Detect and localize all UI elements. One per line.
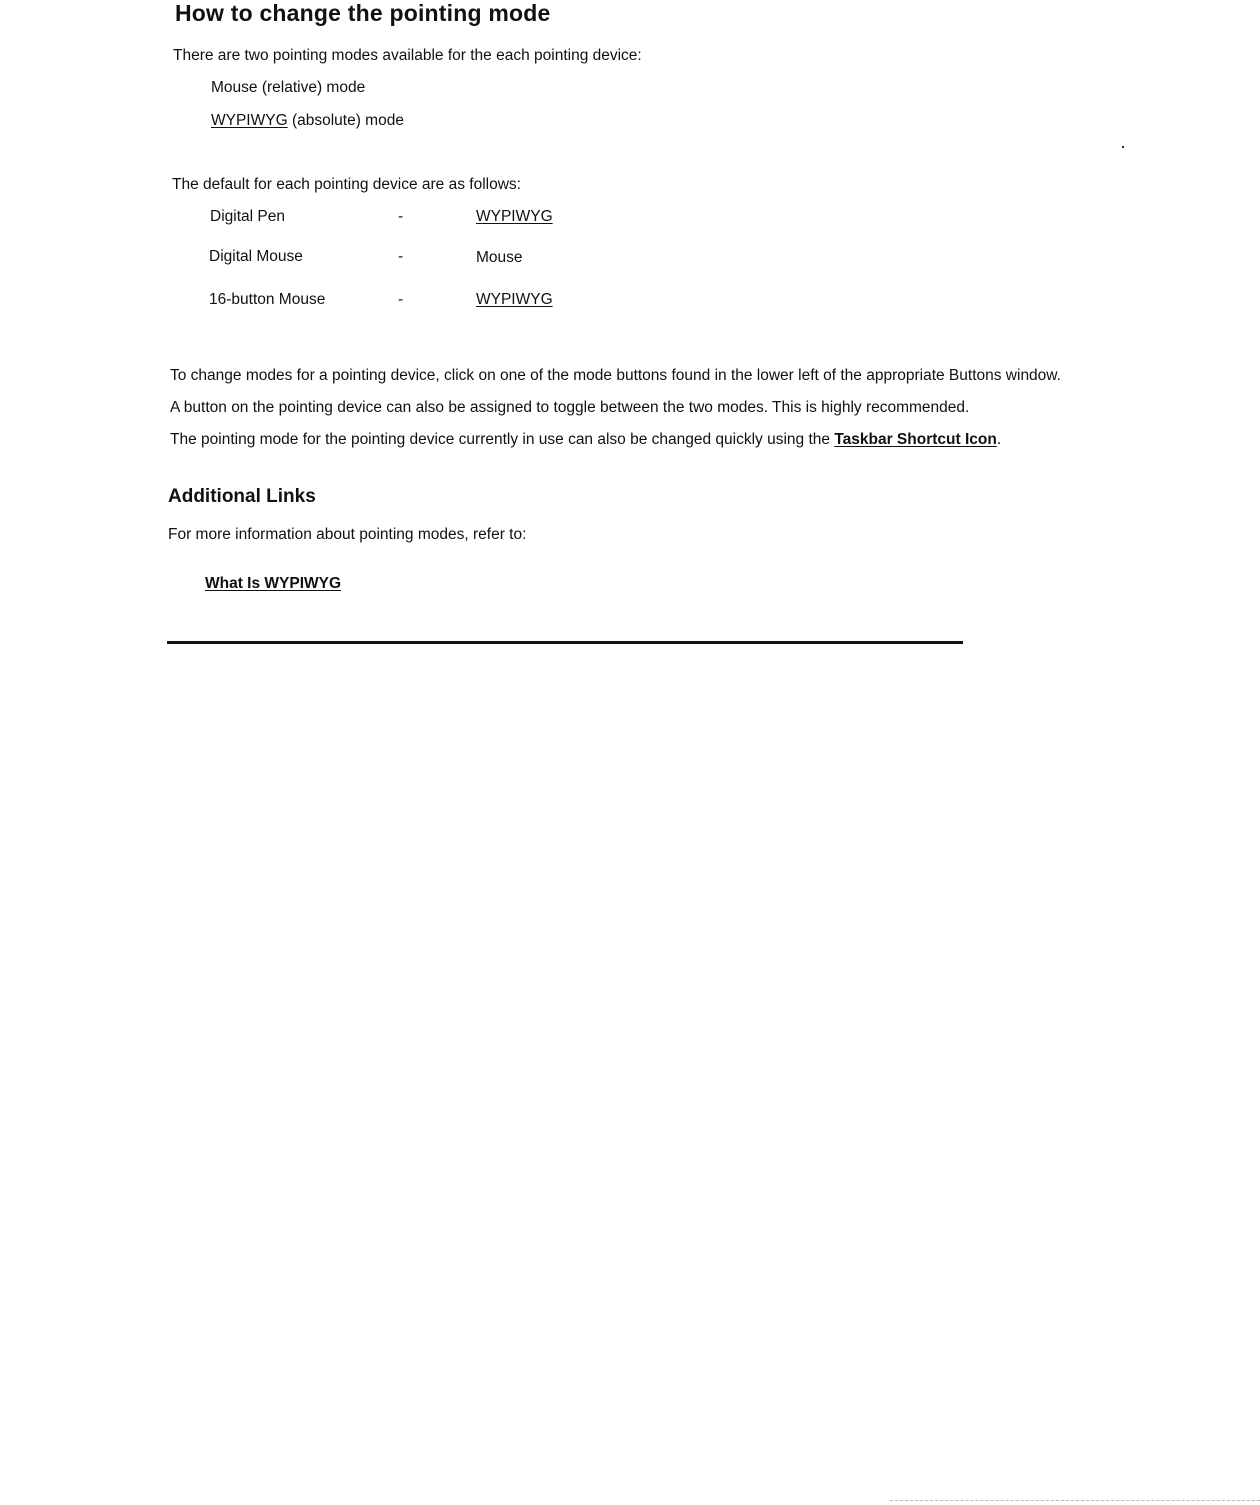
taskbar-shortcut-icon-link[interactable]: Taskbar Shortcut Icon bbox=[834, 431, 997, 448]
default-separator: - bbox=[398, 291, 404, 308]
paragraph-taskbar-suffix: . bbox=[996, 431, 1002, 448]
page-title: How to change the pointing mode bbox=[175, 0, 551, 26]
default-device-16-button-mouse: 16-button Mouse bbox=[209, 291, 326, 308]
mode-mouse-text: Mouse (relative) mode bbox=[211, 79, 366, 96]
horizontal-rule bbox=[167, 641, 963, 644]
default-separator: - bbox=[398, 248, 404, 265]
wypiwyg-link[interactable]: WYPIWYG bbox=[211, 112, 288, 129]
default-mode-digital-mouse: Mouse bbox=[476, 249, 523, 266]
default-separator: - bbox=[398, 208, 404, 225]
paragraph-change-modes: To change modes for a pointing device, click on one of the mode buttons found in the lower left of the appropriate Buttons window. bbox=[170, 367, 1061, 384]
default-mode-link-16-button-mouse[interactable]: WYPIWYG bbox=[476, 291, 553, 308]
default-device-digital-mouse: Digital Mouse bbox=[209, 248, 303, 265]
scan-edge-line bbox=[890, 1500, 1260, 1501]
mode-wypiwyg-line bbox=[211, 112, 404, 130]
paragraph-taskbar-prefix: The pointing mode for the pointing device currently in use can also be changed quickly using the bbox=[170, 431, 835, 448]
mode-wypiwyg-suffix: (absolute) mode bbox=[287, 112, 404, 129]
additional-links-intro: For more information about pointing modes, refer to: bbox=[168, 526, 527, 543]
paragraph-toggle-button: A button on the pointing device can also be assigned to toggle between the two modes. This is highly recommended. bbox=[170, 399, 970, 416]
defaults-intro-text: The default for each pointing device are as follows: bbox=[172, 176, 521, 193]
additional-links-heading: Additional Links bbox=[168, 486, 316, 507]
default-device-digital-pen: Digital Pen bbox=[210, 208, 285, 225]
default-mode-link-digital-pen[interactable]: WYPIWYG bbox=[476, 208, 553, 225]
what-is-wypiwyg-link[interactable]: What Is WYPIWYG bbox=[205, 575, 342, 592]
paragraph-taskbar bbox=[170, 431, 1001, 449]
scan-speck bbox=[1122, 146, 1124, 148]
intro-text: There are two pointing modes available for the each pointing device: bbox=[173, 47, 642, 64]
